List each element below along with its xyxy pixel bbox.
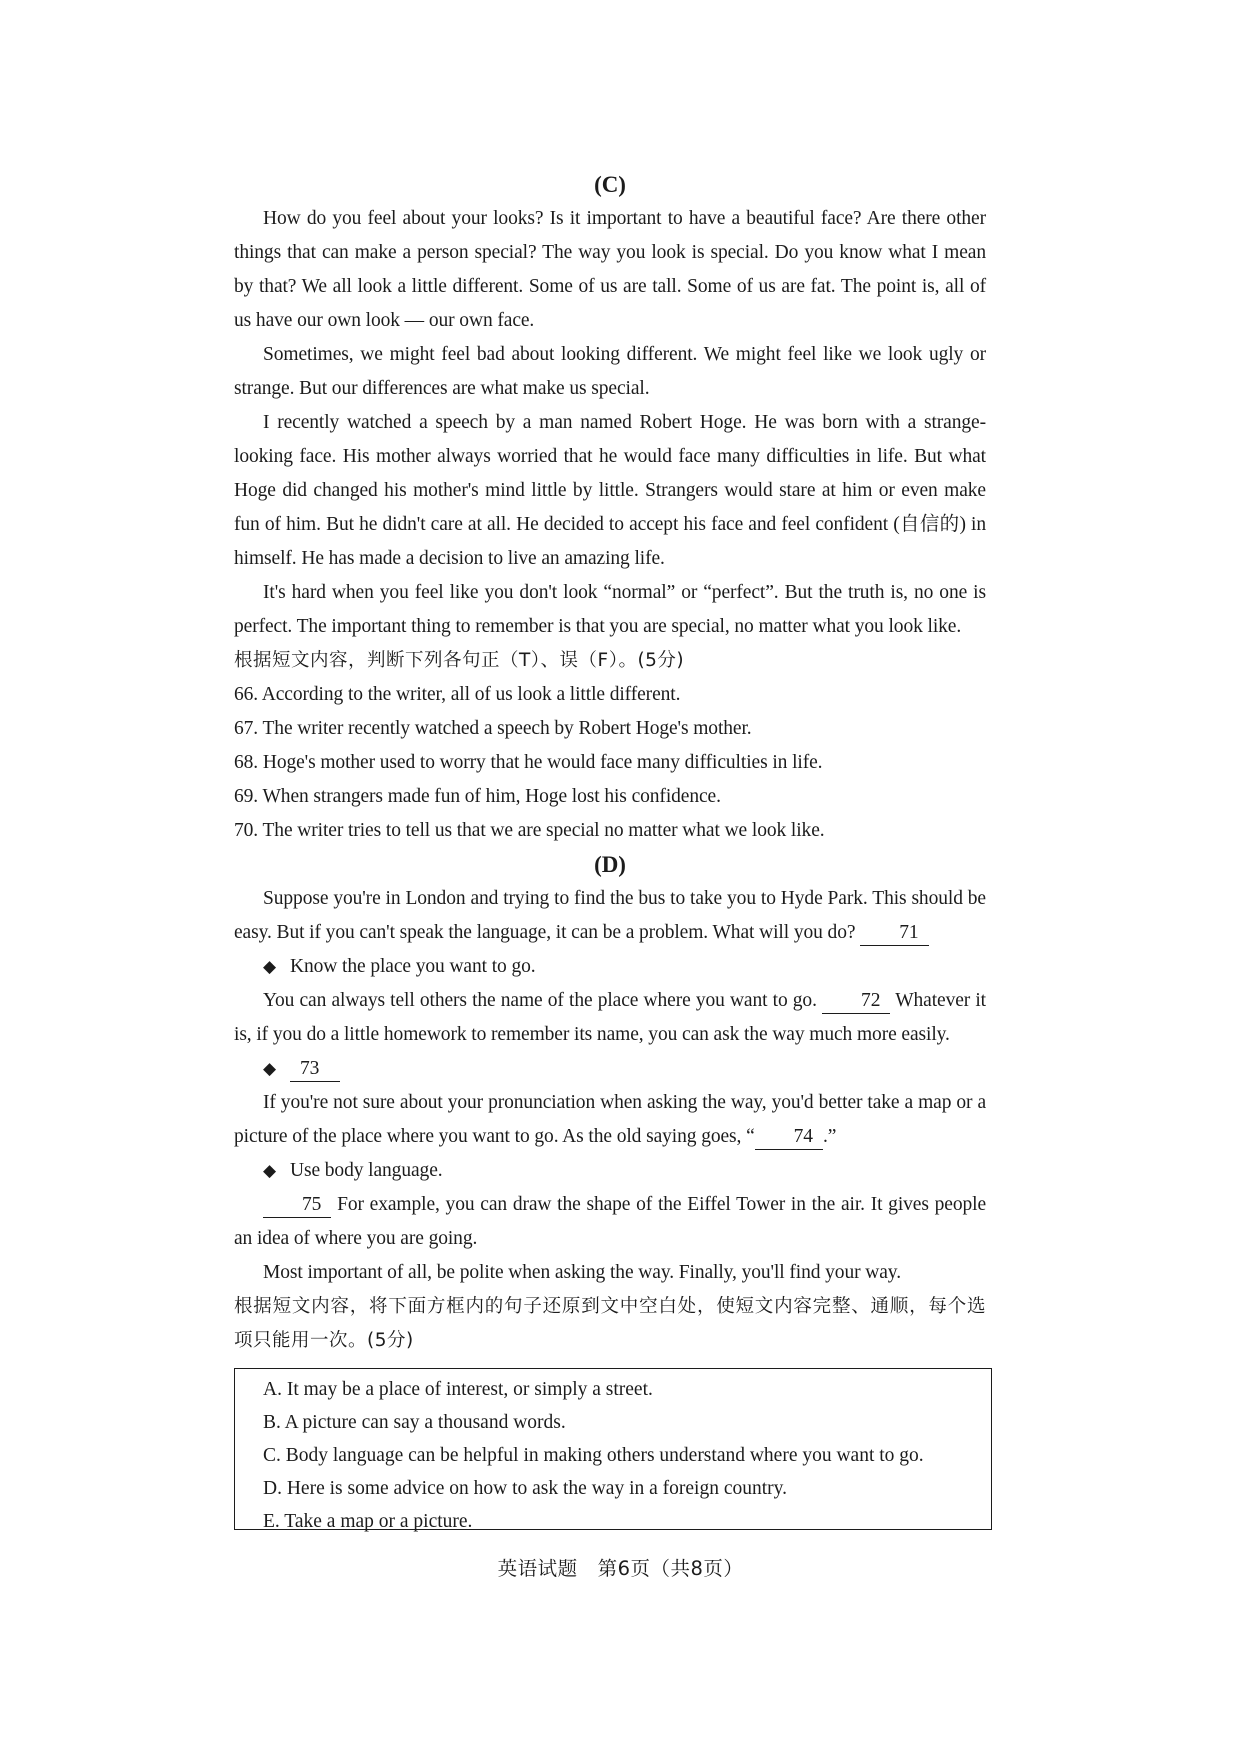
section-d-heading: (D) (594, 852, 626, 877)
bullet-3-text: Use body language. (289, 1160, 443, 1181)
bullet-1-text: Know the place you want to go. (289, 956, 536, 977)
option-a: A. It may be a place of interest, or simply a street. (263, 1379, 653, 1400)
section-d-paragraph-3 (234, 1086, 986, 1154)
option-c: C. Body language can be helpful in making others understand where you want to go. (263, 1445, 924, 1466)
section-d-p2-after: Whatever it is, if you do a little homework to remember its name, you can ask the way much more easily. (234, 990, 986, 1045)
bullet-item-3 (234, 1154, 986, 1188)
blank-72: 72 (822, 989, 890, 1014)
section-d-paragraph-5: Most important of all, be polite when asking the way. Finally, you'll find your way. (263, 1262, 901, 1283)
options-box (234, 1368, 992, 1530)
section-c-paragraph-4: It's hard when you feel like you don't look “normal” or “perfect”. But the truth is, no one is perfect. The important thing to remember is that you are special, no matter what you look like. (234, 582, 986, 637)
blank-74: 74 (755, 1125, 823, 1150)
section-d-p4-after: For example, you can draw the shape of the Eiffel Tower in the air. It gives people an idea of where you are going. (234, 1194, 986, 1249)
page-footer: 英语试题 第6页（共8页） (497, 1557, 744, 1580)
section-d-paragraph-4 (234, 1188, 986, 1256)
page-content (234, 168, 986, 1358)
blank-71: 71 (860, 921, 928, 946)
section-d-paragraph-2 (234, 984, 986, 1052)
option-b: B. A picture can say a thousand words. (263, 1412, 566, 1433)
section-c-heading: (C) (594, 172, 626, 197)
question-66: 66. According to the writer, all of us look a little different. (234, 684, 681, 705)
section-d-p3-after: .” (822, 1126, 837, 1147)
blank-73: 73 (290, 1057, 340, 1082)
question-67: 67. The writer recently watched a speech by Robert Hoge's mother. (234, 718, 752, 739)
question-68: 68. Hoge's mother used to worry that he would face many difficulties in life. (234, 752, 823, 773)
question-70: 70. The writer tries to tell us that we are special no matter what we look like. (234, 820, 825, 841)
blank-75: 75 (263, 1193, 331, 1218)
diamond-bullet-icon: ◆ (263, 957, 276, 976)
option-e: E. Take a map or a picture. (263, 1511, 473, 1532)
section-d-p3-before: If you're not sure about your pronunciation when asking the way, you'd better take a map or a picture of the place where you want to go. As the old saying goes, “ (234, 1092, 986, 1147)
section-c-paragraph-2: Sometimes, we might feel bad about looking different. We might feel like we look ugly or strange. But our differences are what make us special. (234, 344, 986, 399)
section-d-paragraph-1 (234, 882, 986, 950)
option-d: D. Here is some advice on how to ask the way in a foreign country. (263, 1478, 788, 1499)
section-c-paragraph-1: How do you feel about your looks? Is it important to have a beautiful face? Are there other things that can make a person special? The way you look is special. Do you know what I mean by that? We all look a little different. Some of us are tall. Some of us are fat. The point is, all of us have our own look — our own face. (234, 208, 986, 331)
section-c-instruction: 根据短文内容，判断下列各句正（T）、误（F）。(5分) (234, 650, 685, 671)
section-d-instruction: 根据短文内容，将下面方框内的句子还原到文中空白处，使短文内容完整、通顺，每个选项只能用一次。(5分) (234, 1296, 986, 1351)
section-c-paragraph-3: I recently watched a speech by a man named Robert Hoge. He was born with a strange-looking face. His mother always worried that he would face many difficulties in life. But what Hoge did changed his mother's mind little by little. Strangers would stare at him or even make fun of him. But he didn't care at all. He decided to accept his face and feel confident (自信的) in himself. He has made a decision to live an amazing life. (234, 412, 986, 569)
diamond-bullet-icon: ◆ (263, 1161, 276, 1180)
section-d-p1-text: Suppose you're in London and trying to find the bus to take you to Hyde Park. This should be easy. But if you can't speak the language, it can be a problem. What will you do? (234, 888, 986, 943)
bullet-item-2 (234, 1052, 986, 1086)
bullet-item-1 (234, 950, 986, 984)
section-d-p2-before: You can always tell others the name of the place where you want to go. (263, 990, 817, 1011)
diamond-bullet-icon: ◆ (263, 1059, 276, 1078)
question-69: 69. When strangers made fun of him, Hoge lost his confidence. (234, 786, 721, 807)
